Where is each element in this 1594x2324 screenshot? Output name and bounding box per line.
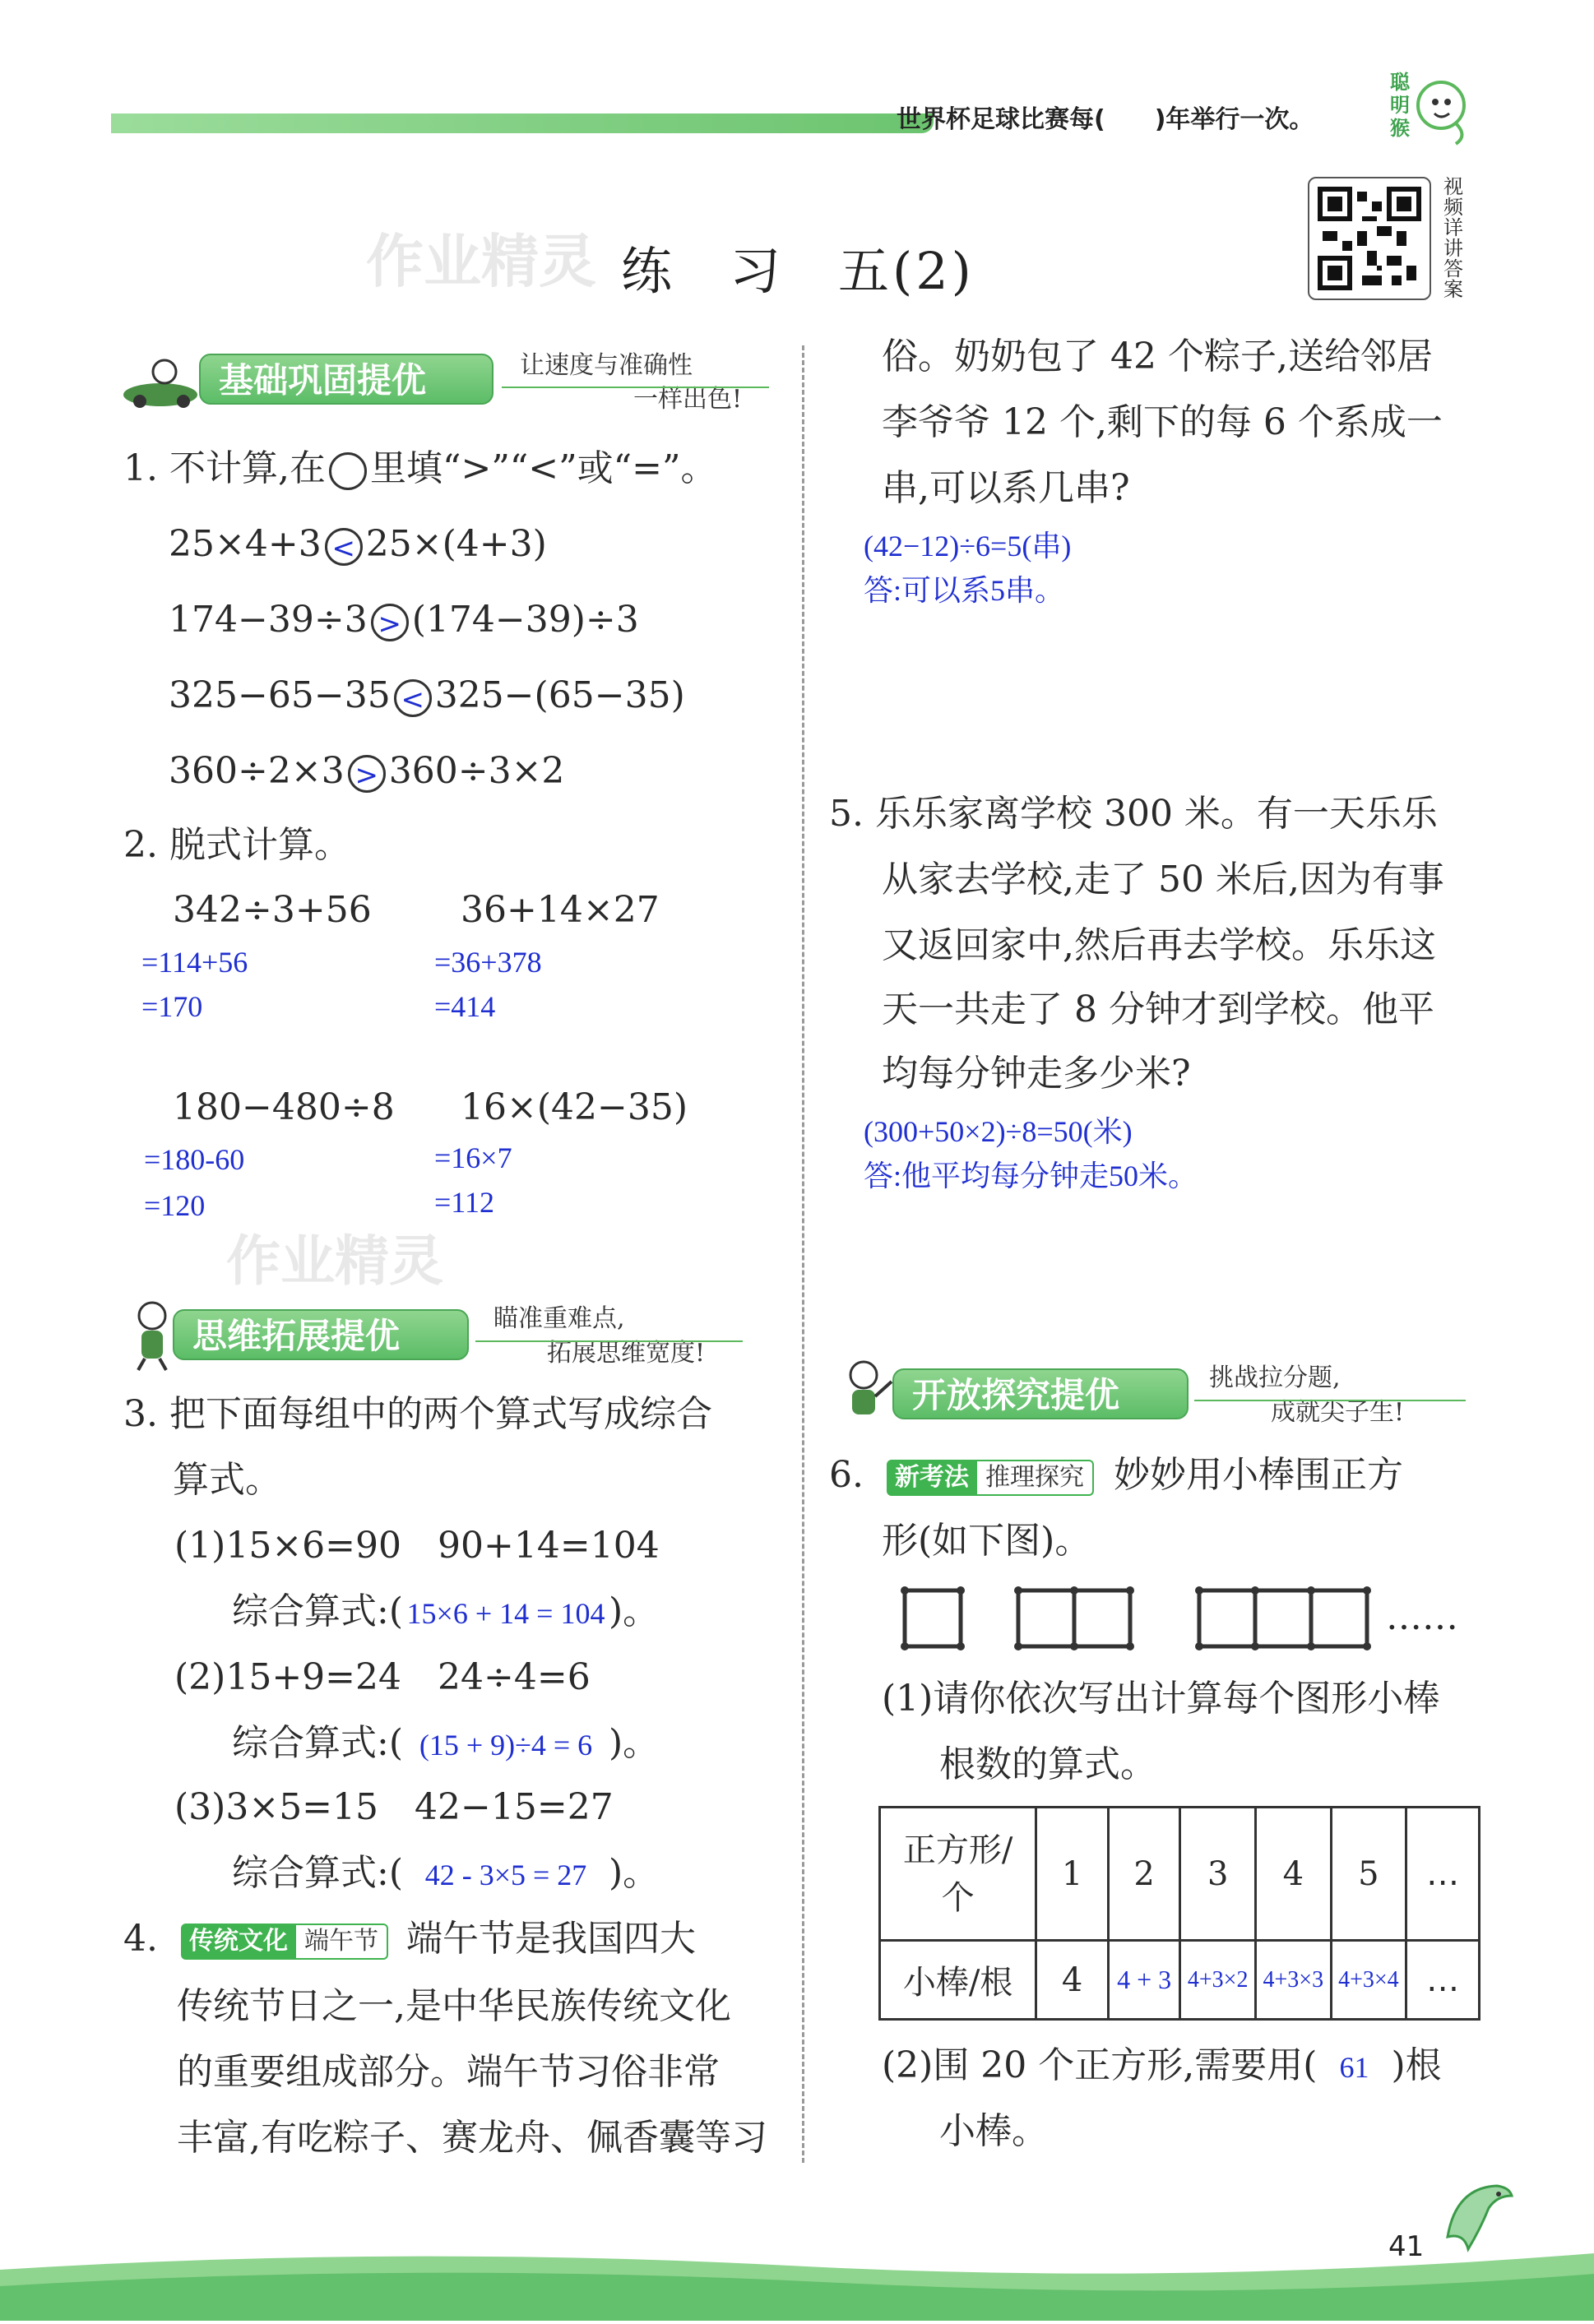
q2-step-1b[interactable]: =170 [141,990,203,1023]
title-watermark: 作业精灵 [366,228,596,295]
mascot-label: 聪明猴 [1390,71,1410,140]
slogan-open-1: 挑战拉分题, [1209,1363,1341,1392]
table-answer-cell[interactable]: 4+3×2 [1180,1941,1256,2020]
q3-line-1: 3. 把下面每组中的两个算式写成综合 [123,1393,712,1435]
q4-line-7: 串,可以系几串? [882,467,1130,509]
table-cell: 4 [1036,1941,1109,2020]
q4-answer-text[interactable]: 答:可以系5串。 [864,574,1065,607]
q6-first-line: 6. 新考法 推理探究 妙妙用小棒围正方 [829,1454,1403,1496]
q3-combined-1: 综合算式:( 15×6 + 14 = 104 )。 [232,1590,660,1632]
banner-basic: 基础巩固提优 [199,354,493,405]
slogan-open-underline [1194,1400,1466,1401]
slogan-thinking-underline [475,1340,743,1342]
q3-given-3: (3)3×5=15 42−15=27 [174,1786,614,1828]
q3-given-2: (2)15+9=24 24÷4=6 [174,1656,591,1698]
footer-wave [0,2220,1594,2321]
q5-answer-calc[interactable]: (300+50×2)÷8=50(米) [864,1115,1133,1148]
q3-combined-3: 综合算式:( 42 - 3×5 = 27 )。 [232,1852,660,1894]
q2-step-1a[interactable]: =114+56 [141,946,248,979]
slogan-thinking-2: 拓展思维宽度! [547,1339,706,1368]
banner-thinking: 思维拓展提优 [173,1309,469,1360]
table-header-squares: 正方形/个 [880,1808,1036,1941]
q2-expr-2: 36+14×27 [461,889,660,931]
q4-tag: 传统文化 端午节 [181,1924,388,1960]
slogan-open-2: 成就尖子生! [1271,1398,1405,1427]
compare-answer[interactable]: > [348,755,386,793]
q1-row-4: 360÷2×3 > 360÷3×2 [169,750,565,792]
header-riddle: 世界杯足球比赛每( )年举行一次。 [897,105,1314,134]
q2-step-3a[interactable]: =180-60 [144,1143,245,1176]
q6-sub2-answer[interactable]: 61 [1339,2051,1369,2084]
q6-sub1-line-1: (1)请你依次写出计算每个图形小棒 [882,1678,1440,1720]
q5-answer-text[interactable]: 答:他平均每分钟走50米。 [864,1160,1198,1192]
q2-step-4a[interactable]: =16×7 [434,1141,512,1174]
table-answer-cell[interactable]: 4+3×4 [1331,1941,1406,2020]
q5-line-1: 5. 乐乐家离学校 300 米。有一天乐乐 [829,793,1438,835]
table-answer-cell[interactable]: 4+3×3 [1255,1941,1331,2020]
q4-line-2: 传统节日之一,是中华民族传统文化 [177,1985,731,2027]
compare-answer[interactable]: > [371,604,409,641]
q4-line-3: 的重要组成部分。端午节习俗非常 [177,2051,720,2093]
table-answer-cell[interactable]: 4 + 3 [1108,1941,1180,2020]
kart-mascot-icon [119,354,202,411]
slogan-basic-1: 让速度与准确性 [520,351,693,380]
q4-line-4: 丰富,有吃粽子、赛龙舟、佩香囊等习 [177,2117,767,2159]
q5-line-2: 从家去学校,走了 50 米后,因为有事 [882,859,1444,900]
q1-prompt: 1. 不计算,在 里填“>”“<”或“=”。 [123,447,717,489]
table-cell: 2 [1108,1808,1180,1941]
explorer-mascot-icon [831,1357,897,1427]
figure-ellipsis: …… [1386,1596,1458,1638]
column-divider [802,345,804,2163]
q3-answer-3[interactable]: 42 - 3×5 = 27 [424,1859,587,1891]
q4-line-6: 李爷爷 12 个,剩下的每 6 个系成一 [882,401,1443,443]
q3-line-2: 算式。 [173,1459,281,1501]
table-row [880,1808,1480,1941]
banner-open: 开放探究提优 [892,1368,1189,1419]
header-bar [111,113,934,133]
q6-sub2-line-2: 小棒。 [939,2110,1048,2152]
table-row [880,1941,1480,2020]
table-cell: 1 [1036,1808,1109,1941]
table-cell: … [1406,1808,1480,1941]
q4-first-line: 4. 传统文化 端午节 端午节是我国四大 [123,1918,696,1960]
q5-line-4: 天一共走了 8 分钟才到学校。他平 [882,988,1434,1030]
q6-tag: 新考法 推理探究 [887,1460,1094,1496]
q4-answer-calc[interactable]: (42−12)÷6=5(串) [864,530,1072,562]
slogan-thinking-1: 瞄准重难点, [493,1304,625,1333]
page-number: 41 [1388,2230,1425,2263]
q5-line-5: 均每分钟走多少米? [882,1053,1191,1095]
q6-sub2-line-1: (2)围 20 个正方形,需要用( 61 )根 [882,2044,1442,2086]
q1-row-3: 325−65−35 < 325−(65−35) [169,674,685,716]
table-header-sticks: 小棒/根 [880,1941,1036,2020]
q2-expr-1: 342÷3+56 [173,889,372,931]
sticks-table [878,1806,1480,2021]
q6-line-2: 形(如下图)。 [882,1520,1091,1562]
q2-step-3b[interactable]: =120 [144,1189,206,1222]
q2-expr-3: 180−480÷8 [173,1086,395,1128]
blank-circle-icon [329,452,367,490]
table-cell: 5 [1331,1808,1406,1941]
table-cell: 4 [1255,1808,1331,1941]
q2-step-2a[interactable]: =36+378 [434,946,542,979]
dolphin-icon [1431,2171,1522,2262]
table-cell: … [1406,1941,1480,2020]
q6-sub1-line-2: 根数的算式。 [939,1743,1156,1785]
slogan-basic-2: 一样出色! [633,385,743,414]
q2-expr-4: 16×(42−35) [461,1086,688,1128]
q3-combined-2: 综合算式:( (15 + 9)÷4 = 6 )。 [232,1722,660,1764]
q3-given-1: (1)15×6=90 90+14=104 [174,1525,660,1567]
table-cell: 3 [1180,1808,1256,1941]
q1-row-1: 25×4+3 < 25×(4+3) [169,523,547,565]
q2-step-4b[interactable]: =112 [434,1186,494,1219]
q2-prompt: 2. 脱式计算。 [123,824,350,866]
slogan-basic-underline [502,387,769,388]
compare-answer[interactable]: < [325,528,363,566]
q3-answer-1[interactable]: 15×6 + 14 = 104 [406,1597,605,1630]
q2-watermark: 作业精灵 [226,1229,443,1293]
q4-line-5: 俗。奶奶包了 42 个粽子,送给邻居 [882,336,1433,377]
qr-label: 视频详讲答案 [1443,175,1463,301]
q1-row-2: 174−39÷3 > (174−39)÷3 [169,599,639,641]
q5-line-3: 又返回家中,然后再去学校。乐乐这 [882,924,1436,966]
qr-code-icon[interactable] [1308,177,1431,300]
page-title: 练 习 五(2) [621,241,975,301]
compare-answer[interactable]: < [394,679,432,717]
q3-answer-2[interactable]: (15 + 9)÷4 = 6 [419,1729,593,1762]
q2-step-2b[interactable]: =414 [434,990,496,1023]
